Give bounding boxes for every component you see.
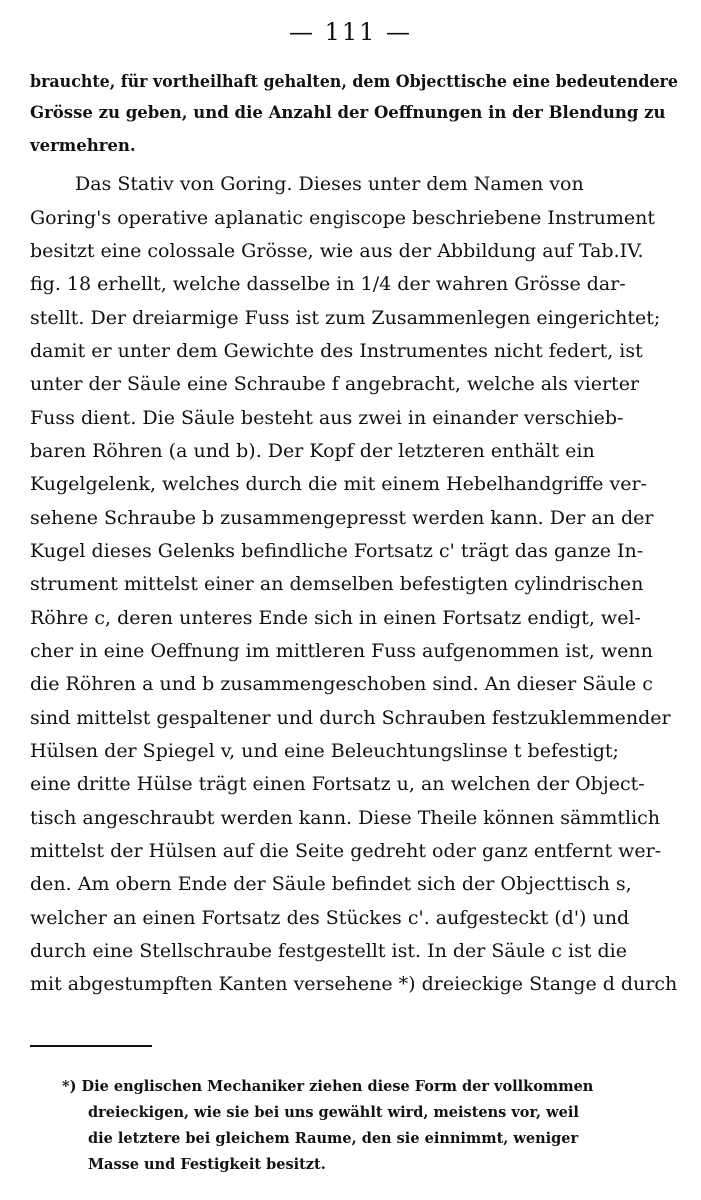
- paragraph-line: besitzt eine colossale Grösse, wie aus der Abbildung auf Tab.IV.: [30, 240, 644, 262]
- paragraph-line: die Röhren a und b zusammengeschoben sind. An dieser Säule c: [30, 673, 653, 695]
- paragraph-line: unter der Säule eine Schraube f angebracht, welche als vierter: [30, 373, 640, 395]
- paragraph-line: Goring's operative aplanatic engiscope beschriebene Instrument: [30, 207, 655, 229]
- paragraph-line: sehene Schraube b zusammengepresst werden kann. Der an der: [30, 507, 654, 529]
- paragraph-line: tisch angeschraubt werden kann. Diese Theile können sämmtlich: [30, 807, 661, 829]
- paragraph-line: sind mittelst gespaltener und durch Schrauben festzuklemmender: [30, 707, 671, 729]
- paragraph-line: stellt. Der dreiarmige Fuss ist zum Zusammenlegen eingerichtet;: [30, 307, 661, 329]
- continuation-line: brauchte, für vortheilhaft gehalten, dem Objecttische eine bedeutendere: [30, 72, 678, 91]
- footnote-line: *) Die englischen Mechaniker ziehen diese Form der vollkommen: [62, 1078, 594, 1095]
- page-number: — 111 —: [288, 18, 413, 46]
- paragraph-line: welcher an einen Fortsatz des Stückes c'. aufgesteckt (d') und: [30, 907, 630, 929]
- footnote-line: die letztere bei gleichem Raume, den sie einnimmt, weniger: [88, 1130, 579, 1147]
- paragraph-line: strument mittelst einer an demselben befestigten cylindrischen: [30, 573, 644, 595]
- paragraph-line: Fuss dient. Die Säule besteht aus zwei in einander verschieb-: [30, 407, 624, 429]
- paragraph-line: Kugelgelenk, welches durch die mit einem Hebelhandgriffe ver-: [30, 473, 647, 495]
- paragraph-line: durch eine Stellschraube festgestellt ist. In der Säule c ist die: [30, 940, 627, 962]
- paragraph-line: damit er unter dem Gewichte des Instrumentes nicht federt, ist: [30, 340, 643, 362]
- paragraph-line: cher in eine Oeffnung im mittleren Fuss aufgenommen ist, wenn: [30, 640, 653, 662]
- paragraph-line: Hülsen der Spiegel v, und eine Beleuchtungslinse t befestigt;: [30, 740, 619, 762]
- paragraph-line: Röhre c, deren unteres Ende sich in einen Fortsatz endigt, wel-: [30, 607, 641, 629]
- paragraph-line: den. Am obern Ende der Säule befindet sich der Objecttisch s,: [30, 873, 632, 895]
- paragraph-line: mit abgestumpften Kanten versehene *) dreieckige Stange d durch: [30, 973, 678, 995]
- footnote-line: Masse und Festigkeit besitzt.: [88, 1156, 326, 1173]
- paragraph-line: mittelst der Hülsen auf die Seite gedreht oder ganz entfernt wer-: [30, 840, 662, 862]
- paragraph-line: Kugel dieses Gelenks befindliche Fortsatz c' trägt das ganze In-: [30, 540, 644, 562]
- continuation-line: Grösse zu geben, und die Anzahl der Oeffnungen in der Blendung zu: [30, 103, 666, 122]
- continuation-line: vermehren.: [30, 136, 136, 155]
- paragraph-line: eine dritte Hülse trägt einen Fortsatz u, an welchen der Object-: [30, 773, 645, 795]
- footnote-rule: [30, 1045, 152, 1047]
- paragraph-line: baren Röhren (a und b). Der Kopf der letzteren enthält ein: [30, 440, 595, 462]
- paragraph-line: Das Stativ von Goring. Dieses unter dem Namen von: [75, 173, 584, 195]
- paragraph-line: fig. 18 erhellt, welche dasselbe in 1/4 der wahren Grösse dar-: [30, 273, 626, 295]
- footnote-line: dreieckigen, wie sie bei uns gewählt wird, meistens vor, weil: [88, 1104, 579, 1121]
